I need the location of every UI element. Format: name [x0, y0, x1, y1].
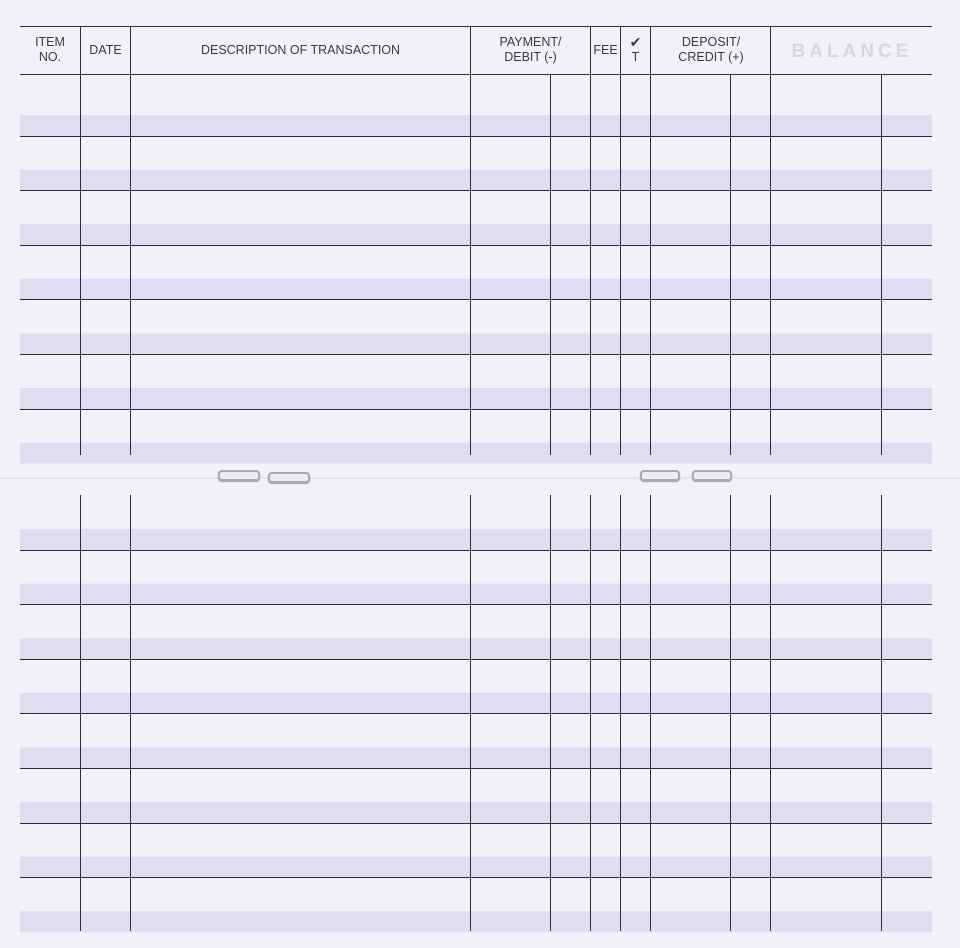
row-stripe	[20, 584, 932, 605]
checkmark-icon: ✔	[629, 34, 642, 50]
row-stripe	[20, 529, 932, 550]
header-description: DESCRIPTION OF TRANSACTION	[200, 42, 401, 57]
header-check-t: ✔ T	[629, 34, 642, 64]
header-balance: BALANCE	[791, 41, 913, 62]
row-stripe	[20, 802, 932, 823]
row-stripe	[20, 333, 932, 354]
row-stripe	[20, 443, 932, 464]
header-item-no: ITEM NO.	[35, 35, 65, 64]
row-stripe	[20, 170, 932, 191]
staple	[692, 470, 732, 481]
staple	[268, 472, 310, 483]
row-stripe	[20, 693, 932, 714]
header-payment-debit: PAYMENT/ DEBIT (-)	[499, 35, 562, 64]
row-stripe	[20, 638, 932, 659]
row-stripe	[20, 224, 932, 245]
row-stripe	[20, 279, 932, 300]
header-date: DATE	[89, 42, 122, 57]
row-stripe	[20, 911, 932, 932]
staple	[218, 470, 260, 481]
header-deposit-credit: DEPOSIT/ CREDIT (+)	[678, 35, 744, 64]
staple	[640, 470, 680, 481]
row-stripe	[20, 388, 932, 409]
row-stripe	[20, 115, 932, 136]
row-stripe	[20, 747, 932, 768]
header-fee: FEE	[593, 42, 618, 57]
row-stripe	[20, 857, 932, 878]
